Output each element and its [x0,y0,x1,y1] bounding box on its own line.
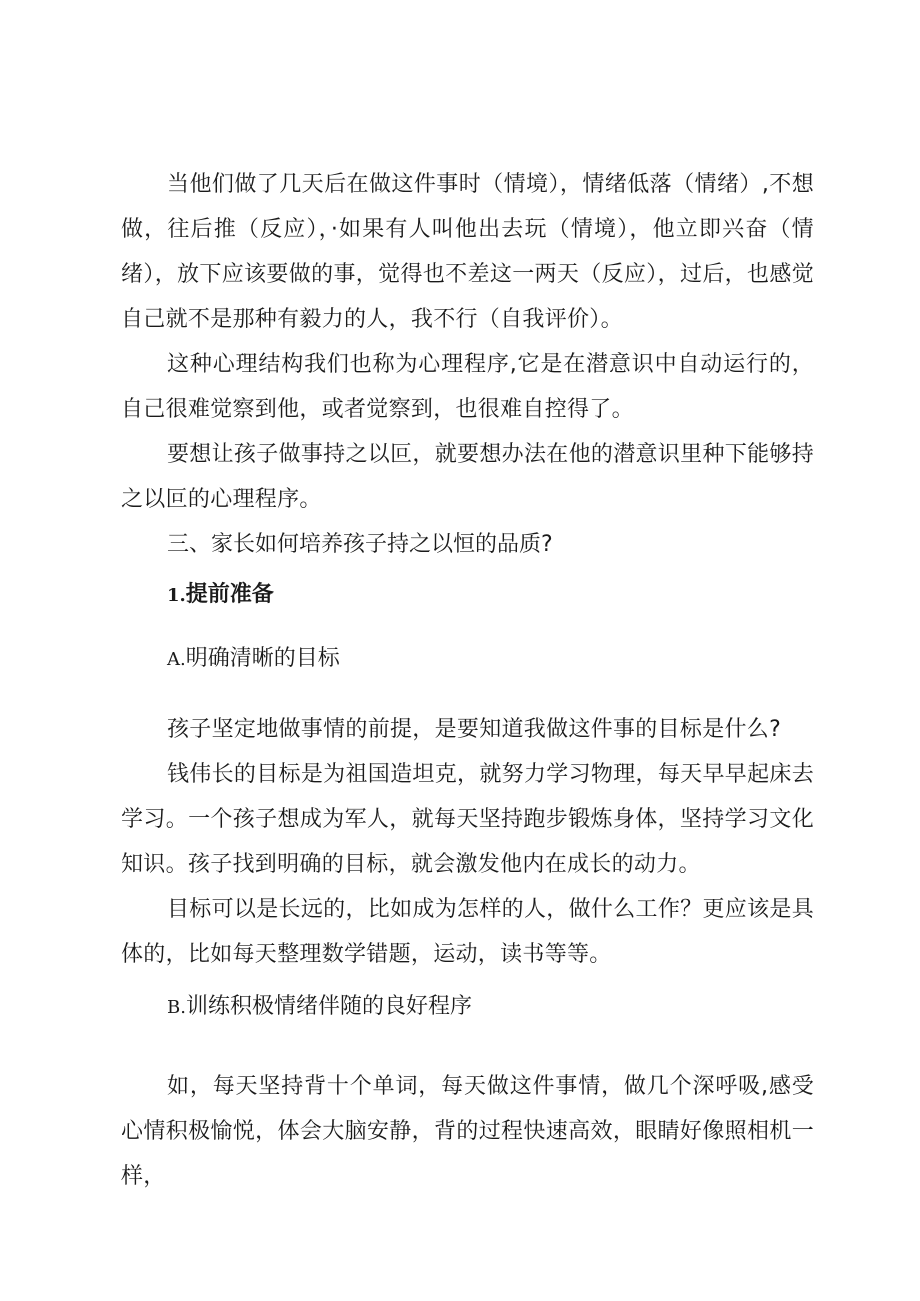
section-heading-three: 三、家长如何培养孩子持之以恒的品质? [167,532,553,557]
heading-clear-goal [167,636,340,682]
heading-prepare [167,572,274,618]
heading-prepare-number: 1. [167,585,186,606]
heading-positive-program-text: 训练积极情绪伴随的良好程序 [185,994,472,1019]
paragraph-plant-program: 要想让孩子做事持之以叵，就要想办法在他的潜意识里种下能够持之以叵的心理程序。 [121,442,814,512]
paragraph-situation-emotion-reaction: 当他们做了几天后在做这件事时（情境），情绪低落（情绪）,不想做，往后推（反应），·如果有人叫他出去玩（情境），他立即兴奋（情绪），放下应该要做的事，觉得也不差这一两天（反应），过后，也感觉自己就不是那种有毅力的人，我不行（自我评价）。 [121,172,814,332]
heading-prepare-text: 提前准备 [185,582,274,607]
heading-clear-goal-letter: A. [167,649,186,670]
paragraph-goal-types: 目标可以是长远的，比如成为怎样的人，做什么工作？更应该是具体的，比如每天整理数学错题，运动，读书等等。 [121,897,814,967]
paragraph-goal-premise: 孩子坚定地做事情的前提，是要知道我做这件事的目标是什么? [167,717,782,742]
paragraph-qian-weichang: 钱伟长的目标是为祖国造坦克，就努力学习物理，每天早早起床去学习。一个孩子想成为军人，就每天坚持跑步锻炼身体，坚持学习文化知识。孩子找到明确的目标，就会激发他内在成长的动力。 [121,762,814,877]
paragraph-mental-program: 这种心理结构我们也称为心理程序,它是在潜意识中自动运行的，自己很难觉察到他，或者觉察到，也很难自控得了。 [121,352,814,422]
heading-positive-program-letter: B. [167,997,186,1018]
paragraph-example-words: 如，每天坚持背十个单词，每天做这件事情，做几个深呼吸,感受心情积极愉悦，体会大脑安静，背的过程快速高效，眼睛好像照相机一样， [121,1074,814,1189]
heading-positive-program [167,984,472,1030]
heading-clear-goal-text: 明确清晰的目标 [185,646,340,671]
